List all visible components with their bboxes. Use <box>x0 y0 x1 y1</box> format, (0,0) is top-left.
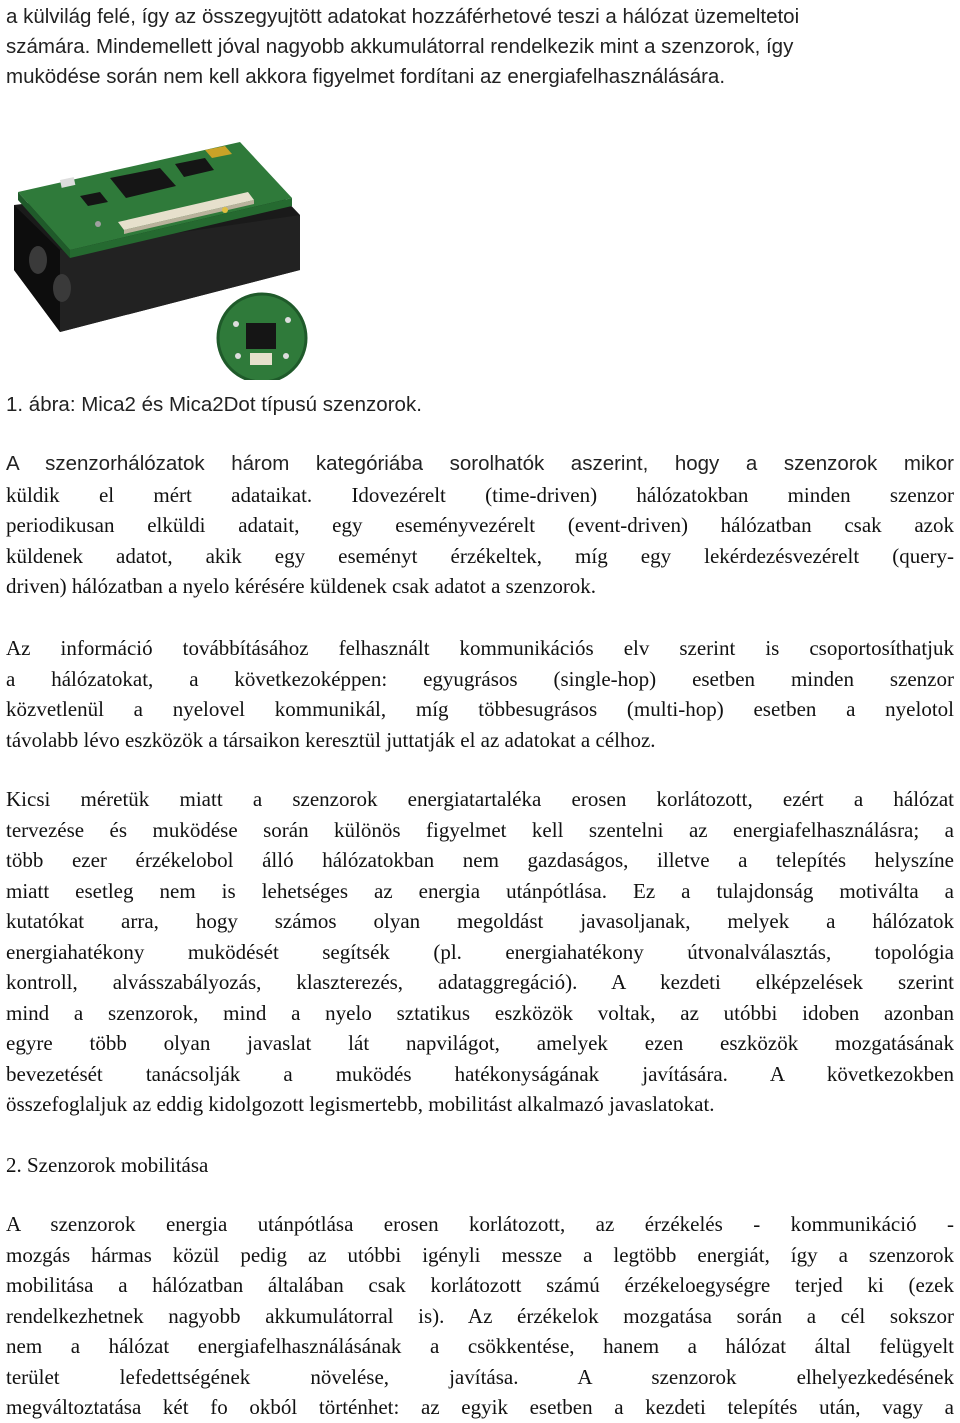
paragraph-communication <box>6 633 954 755</box>
text-line: muködése során nem kell akkora figyelmet fordítani az energiafelhasználására. <box>6 65 726 88</box>
text-line: tervezése és muködése során különös figyelmet kell szentelni az energiafelhasználásra; a <box>6 817 954 842</box>
intro-paragraph <box>6 2 954 92</box>
text-line: mobilitása a hálózatban általában csak korlátozott számú érzékeloegységre terjed ki (ezek <box>6 1273 954 1297</box>
text-line: driven) hálózatban a nyelo kérésére küldenek csak adatot a szenzorok. <box>6 574 597 598</box>
text-line: közvetlenül a nyelovel kommunikál, míg többesugrásos (multi-hop) esetben a nyelotol <box>6 697 954 721</box>
text-line: mozgás hármas közül pedig az utóbbi igényli messze a legtöbb energiát, így a szenzorok <box>6 1242 954 1267</box>
text-line: periodikusan elküldi adatait, egy eseményvezérelt (event-driven) hálózatban csak azok <box>6 513 954 537</box>
text-line: számára. Mindemellett jóval nagyobb akkumulátorral rendelkezik mint a szenzorok, így <box>6 35 794 58</box>
text-line: a külvilág felé, így az összegyujtött adatokat hozzáférhetové teszi a hálózat üzemeltetoi <box>6 5 800 28</box>
text-line: Az információ továbbításához felhasznált kommunikációs elv szerint is csoportosíthatjuk <box>6 636 954 660</box>
text-line: megváltoztatása két fo okból történhet: az egyik esetben a kezdeti telepítés után, vagy a <box>6 1395 954 1419</box>
text-line: összefoglaljuk az eddig kidolgozott legismertebb, mobilitást alkalmazó javaslatokat. <box>6 1092 715 1116</box>
text-line: távolabb lévo eszközök a társaikon keresztül juttatják el az adatokat a célhoz. <box>6 727 656 752</box>
paragraph-mobility <box>6 1209 954 1423</box>
text-line: energiahatékony muködését segítsék (pl. energiahatékony útvonalválasztás, topológia <box>6 939 954 964</box>
text-line: mind a szenzorok, mind a nyelo sztatikus eszközök voltak, az utóbbi idoben azonban <box>6 1000 954 1025</box>
figure-caption: 1. ábra: Mica2 és Mica2Dot típusú szenzorok. <box>6 393 422 416</box>
text-line: küldik el mért adataikat. Idovezérelt (time-driven) hálózatokban minden szenzor <box>6 482 954 507</box>
paragraph-energy <box>6 784 954 1120</box>
text-line: a hálózatokat, a következoképpen: egyugrásos (single-hop) esetben minden szenzor <box>6 666 954 691</box>
text-line: kontroll, alvásszabályozás, klaszterezés, adataggregáció). A kezdeti elképzelések szerint <box>6 970 954 994</box>
section-heading: 2. Szenzorok mobilitása <box>6 1153 209 1177</box>
text-line: terület lefedettségének növelése, javítása. A szenzorok elhelyezkedésének <box>6 1364 954 1389</box>
text-line: Kicsi méretük miatt a szenzorok energiatartaléka erosen korlátozott, ezért a hálózat <box>6 787 954 811</box>
mica-sensors-illustration <box>0 120 500 380</box>
text-line: küldenek adatot, akik egy eseményt érzékeltek, míg egy lekérdezésvezérelt (query- <box>6 543 954 568</box>
paragraph-sensor-categories <box>6 449 954 602</box>
sensor-figure <box>0 120 500 380</box>
text-line: kutatókat arra, hogy számos olyan megoldást javasoljanak, melyek a hálózatok <box>6 909 954 933</box>
text-line: nem a hálózat energiafelhasználásának a csökkentése, hanem a hálózat által felügyelt <box>6 1334 954 1358</box>
text-line: A szenzorok energia utánpótlása erosen korlátozott, az érzékelés - kommunikáció - <box>6 1212 954 1236</box>
mica2dot-sensor <box>218 294 306 380</box>
text-line: rendelkezhetnek nagyobb akkumulátorral is). Az érzékelok mozgatása során a cél sokszor <box>6 1303 954 1328</box>
text-line: miatt esetleg nem is lehetséges az energia utánpótlása. Ez a tulajdonság motiválta a <box>6 878 954 903</box>
text-line: bevezetését tanácsolják a muködés hatékonyságának javítására. A következokben <box>6 1061 954 1086</box>
text-line: egyre több olyan javaslat lát napvilágot, amelyek ezen eszközök mozgatásának <box>6 1031 954 1055</box>
text-line: több ezer érzékelobol álló hálózatokban nem gazdaságos, illetve a telepítés helyszíne <box>6 848 954 872</box>
text-line: A szenzorhálózatok három kategóriába sorolhatók aszerint, hogy a szenzorok mikor <box>6 452 954 475</box>
